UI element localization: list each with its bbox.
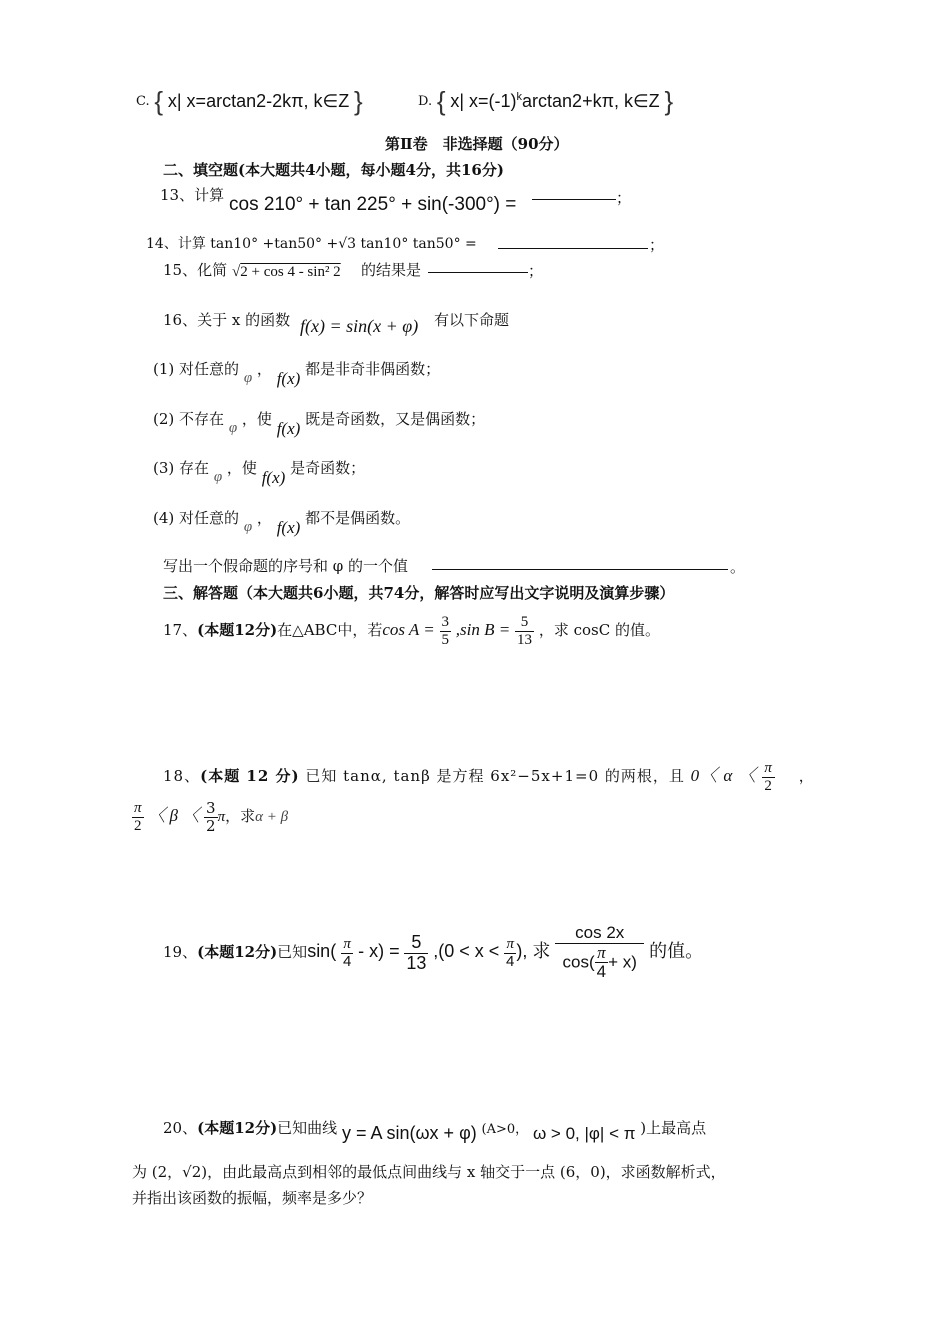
- q19-cos2x: cos 2x: [555, 924, 644, 944]
- question-16: 16、关于 x 的函数: [163, 311, 291, 329]
- prop2-sep: ，使: [241, 410, 272, 428]
- q19-four-c: 4: [596, 962, 607, 982]
- prop3-sep: ，使: [226, 459, 257, 477]
- q16-tail: 有以下命题: [434, 311, 510, 329]
- q17-cosA: cos A =: [382, 620, 435, 639]
- q18-three: 3: [206, 799, 216, 817]
- question-19: [163, 924, 703, 982]
- q19-n: 5: [404, 933, 428, 954]
- q19-four-b: 4: [506, 952, 515, 970]
- q19-den: [555, 944, 644, 982]
- option-d-expr-a: x| x=(-1): [450, 91, 517, 111]
- q19-num: 19、: [163, 943, 198, 962]
- q18-frac-3-2: [204, 800, 218, 834]
- q19-pre: 已知: [277, 943, 308, 962]
- q19-cos-den-b: + x): [608, 952, 637, 972]
- option-d: [418, 86, 673, 117]
- q20-num: 20、: [163, 1119, 198, 1137]
- q16-blank[interactable]: [432, 555, 728, 574]
- prop1-post: 都是非奇非偶函数；: [305, 360, 441, 378]
- q15-blank[interactable]: [428, 258, 528, 277]
- q13-end: ；: [616, 189, 632, 207]
- prop4-phi: φ: [243, 519, 253, 535]
- part2-title: 第Ⅱ卷 非选择题（90分）: [385, 135, 569, 153]
- q18-pi: π: [764, 760, 773, 776]
- q15-radical: [232, 264, 341, 281]
- q19-pi: π: [341, 936, 353, 954]
- q19-d: 13: [406, 952, 427, 973]
- q13-label: 13、计算: [160, 186, 225, 204]
- q18-text: 已知 tanα, tanβ 是方程 6x²−5x+1=0 的两根，且: [305, 767, 685, 785]
- q16-func: f(x) = sin(x + φ): [300, 316, 419, 336]
- q18-pi-c: π: [217, 809, 226, 825]
- q20-expr: y = A sin(ωx + φ): [341, 1123, 477, 1143]
- q18-frac-pi-2: [762, 760, 775, 794]
- q17-post: ，求 cosC 的值。: [538, 621, 660, 639]
- sqrt-icon: √: [232, 264, 241, 280]
- option-d-label: D.: [418, 94, 433, 109]
- q20-score: (本题12分): [197, 1119, 278, 1137]
- section3-heading: 三、解答题（本大题共6小题，共74分，解答时应写出文字说明及演算步骤）: [163, 584, 675, 602]
- q15-label: 15、化简: [163, 261, 228, 279]
- prop3-post: 是奇函数；: [290, 459, 366, 477]
- q17-f1-num: 3: [441, 614, 450, 630]
- prop3-pre: (3) 存在: [153, 459, 210, 477]
- q19-four: 4: [342, 952, 352, 970]
- q19-cond: ,(0 < x <: [433, 941, 500, 962]
- q19-score: (本题12分): [197, 943, 278, 962]
- option-d-expr-b: arctan2+kπ, k∈Z: [522, 91, 660, 111]
- q20-pre: 已知曲线: [277, 1119, 338, 1137]
- question-18-line2: [132, 800, 288, 834]
- q17-sinB: ,sin B =: [455, 620, 511, 639]
- question-17: [163, 614, 660, 648]
- q13-blank[interactable]: [532, 185, 616, 204]
- q15-expr: 2 + cos 4 - sin² 2: [240, 264, 341, 280]
- question-13: [160, 184, 224, 205]
- right-brace: }: [353, 86, 363, 116]
- q19-cond-end: ), 求: [516, 941, 551, 962]
- q18-num: 18、: [163, 767, 201, 785]
- question-18: [163, 760, 815, 794]
- prop1-fx: f(x): [276, 369, 301, 388]
- prop1-phi: φ: [243, 370, 253, 386]
- prop2-fx: f(x): [276, 419, 301, 438]
- q19-frac-5-13: [404, 933, 428, 974]
- q16-answer-end: 。: [730, 558, 746, 576]
- q17-f2-num: 5: [515, 614, 534, 632]
- q19-frac-main: [555, 924, 644, 982]
- q14-blank[interactable]: [498, 234, 648, 253]
- q18-cond1: 0〈 α 〈: [690, 766, 757, 785]
- q18-target: α + β: [255, 809, 289, 825]
- option-c-expr: x| x=arctan2-2kπ, k∈Z: [167, 91, 350, 111]
- q19-frac-pi-4c: [595, 944, 608, 982]
- prop2-pre: (2) 不存在: [153, 410, 225, 428]
- left-brace: {: [154, 86, 164, 116]
- q17-f1-den: 5: [441, 631, 450, 648]
- q18-cond2: 〈 β 〈: [148, 806, 200, 825]
- q18-two-c: 2: [206, 816, 216, 835]
- q19-pi-c: π: [595, 944, 608, 964]
- prop3-fx: f(x): [261, 468, 286, 487]
- q15-end: ；: [528, 262, 544, 280]
- q17-num: 17、: [163, 621, 198, 639]
- proposition-1: [153, 358, 441, 388]
- left-brace: {: [436, 86, 446, 116]
- option-c-label: C.: [136, 94, 150, 109]
- q19-frac-pi-4b: [504, 936, 516, 970]
- q18-two-b: 2: [134, 817, 142, 834]
- prop2-post: 既是奇函数，又是偶函数；: [305, 410, 486, 428]
- q18-ask: ，求: [225, 807, 256, 825]
- prop4-sep: ，: [256, 509, 272, 527]
- q19-frac-pi-4: [341, 936, 353, 970]
- q20-cond: (A>0，: [481, 1122, 529, 1137]
- prop1-pre: (1) 对任意的: [153, 360, 240, 378]
- q14-end: ；: [649, 236, 665, 254]
- q19-pi-b: π: [504, 936, 516, 954]
- q17-score: (本题12分): [197, 621, 278, 639]
- proposition-3: [153, 457, 366, 487]
- question-15: [163, 259, 227, 280]
- q19-cos-den-a: cos(: [562, 952, 595, 972]
- q17-f2-den: 13: [517, 631, 533, 648]
- right-brace: }: [664, 86, 674, 116]
- q19-post: 的值。: [649, 941, 704, 962]
- option-d-exp: k: [516, 91, 523, 103]
- prop4-pre: (4) 对任意的: [153, 509, 240, 527]
- prop4-fx: f(x): [276, 518, 301, 537]
- prop2-phi: φ: [228, 420, 238, 436]
- q19-minus-x: - x) =: [358, 941, 400, 962]
- proposition-4: [153, 507, 411, 537]
- q19-sin: sin(: [307, 941, 337, 962]
- q17-frac-2: [515, 614, 534, 648]
- q15-mid: 的结果是: [361, 261, 422, 279]
- q18-frac-pi-2b: [132, 800, 144, 834]
- q20-line2: 为 (2，√2)，由此最高点到相邻的最低点间曲线与 x 轴交于一点 (6，0)，求函数解析式，: [132, 1163, 726, 1181]
- q17-frac-1: [440, 614, 452, 648]
- question-20: [163, 1117, 707, 1143]
- q20-post: 上最高点: [646, 1119, 707, 1137]
- q20-cond2: ω > 0, |φ| < π: [532, 1124, 636, 1143]
- option-d-expr: [450, 91, 659, 111]
- q18-score: (本题 12 分): [200, 767, 300, 785]
- q20-cond-end: ): [640, 1119, 647, 1137]
- q16-answer-prompt: 写出一个假命题的序号和 φ 的一个值: [163, 557, 409, 575]
- section2-heading: 二、填空题(本大题共4小题，每小题4分，共16分): [163, 161, 504, 179]
- question-14: 14、计算 tan10° +tan50° +√3 tan10° tan50° =: [146, 236, 477, 252]
- prop4-post: 都不是偶函数。: [305, 509, 411, 527]
- q18-pi-b: π: [134, 800, 142, 816]
- q20-line3: 并指出该函数的振幅，频率是多少？: [132, 1189, 373, 1207]
- q18-comma: ，: [798, 767, 815, 785]
- q17-pre: 在△ABC中，若: [277, 621, 383, 639]
- q18-two: 2: [764, 777, 773, 794]
- proposition-2: [153, 408, 486, 438]
- prop1-sep: ，: [256, 360, 272, 378]
- q13-expr: cos 210° + tan 225° + sin(-300°) =: [229, 194, 517, 215]
- option-c: [136, 86, 363, 117]
- prop3-phi: φ: [213, 469, 223, 485]
